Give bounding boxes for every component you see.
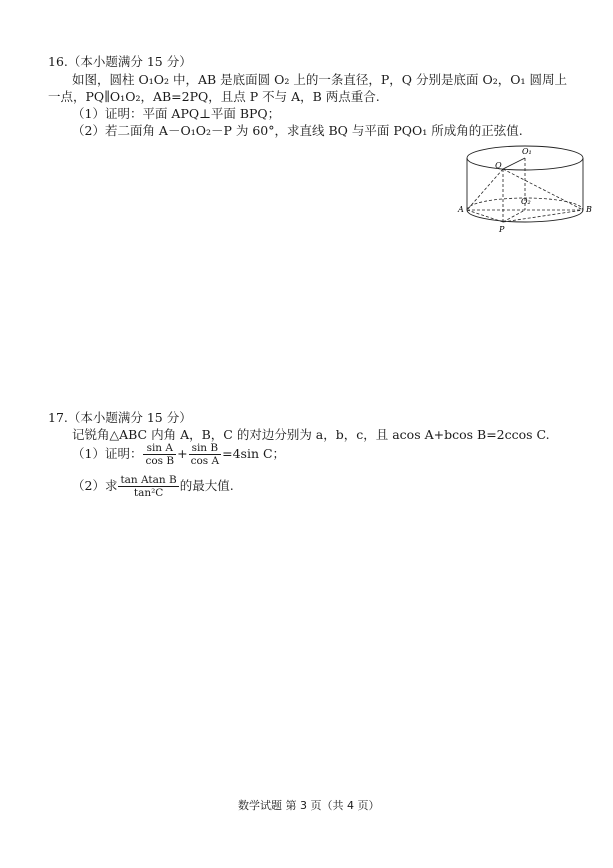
segment-qb: [503, 169, 583, 210]
q16-part-1: （1）证明：平面 APQ⊥平面 BPQ；: [72, 106, 281, 121]
label-a: A: [458, 205, 464, 214]
fraction-numerator: sin A: [143, 442, 176, 455]
cylinder-figure: [455, 140, 595, 236]
label-o2: O₂: [521, 197, 531, 206]
q16-heading: 16.（本小题满分 15 分）: [48, 54, 192, 69]
fraction-denominator: cos B: [145, 455, 175, 468]
q17-text-line-1: 记锐角△ABC 内角 A，B，C 的对边分别为 a，b，c，且 acos A+bcos B=2ccos C.: [72, 427, 550, 442]
q17-part-2-prefix: （2）求: [72, 478, 118, 494]
q16-part-2: （2）若二面角 A－O₁O₂－P 为 60°，求直线 BQ 与平面 PQO₁ 所成角的正弦值.: [72, 123, 523, 138]
label-q: Q: [495, 161, 502, 170]
plus-sign: +: [177, 446, 188, 462]
label-b: B: [586, 205, 592, 214]
q17-part-1-suffix: =4sin C；: [222, 446, 286, 462]
q16-text-line-2: 一点，PQ∥O₁O₂，AB=2PQ，且点 P 不与 A，B 两点重合.: [48, 89, 380, 104]
label-p: P: [499, 225, 505, 234]
q17-part-2: [72, 474, 234, 499]
q17-part-1-prefix: （1）证明：: [72, 446, 143, 462]
q17-part-1: [72, 442, 285, 467]
segment-qo1: [503, 158, 525, 169]
page-footer: 数学试题 第 3 页（共 4 页）: [238, 799, 380, 812]
fraction-denominator: tan²C: [133, 487, 164, 500]
segment-pb: [503, 210, 583, 222]
q16-text-line-1: 如图，圆柱 O₁O₂ 中，AB 是底面圆 O₂ 上的一条直径，P，Q 分别是底面 O₂，O₁ 圆周上: [72, 72, 567, 87]
fraction-numerator: tan Atan B: [120, 474, 177, 486]
label-o1: O₁: [522, 147, 532, 156]
bottom-base-front-arc: [467, 210, 583, 222]
segment-pa: [467, 210, 503, 222]
fraction-tanAtanB-over-tan2C: [118, 474, 178, 499]
q17-heading: 17.（本小题满分 15 分）: [48, 410, 192, 425]
fraction-denominator: cos A: [190, 455, 220, 468]
q17-part-2-suffix: 的最大值.: [179, 478, 234, 494]
fraction-sinA-over-cosB: [143, 442, 176, 467]
segment-qa: [467, 169, 503, 210]
fraction-numerator: sin B: [189, 442, 222, 455]
fraction-sinB-over-cosA: [189, 442, 222, 467]
